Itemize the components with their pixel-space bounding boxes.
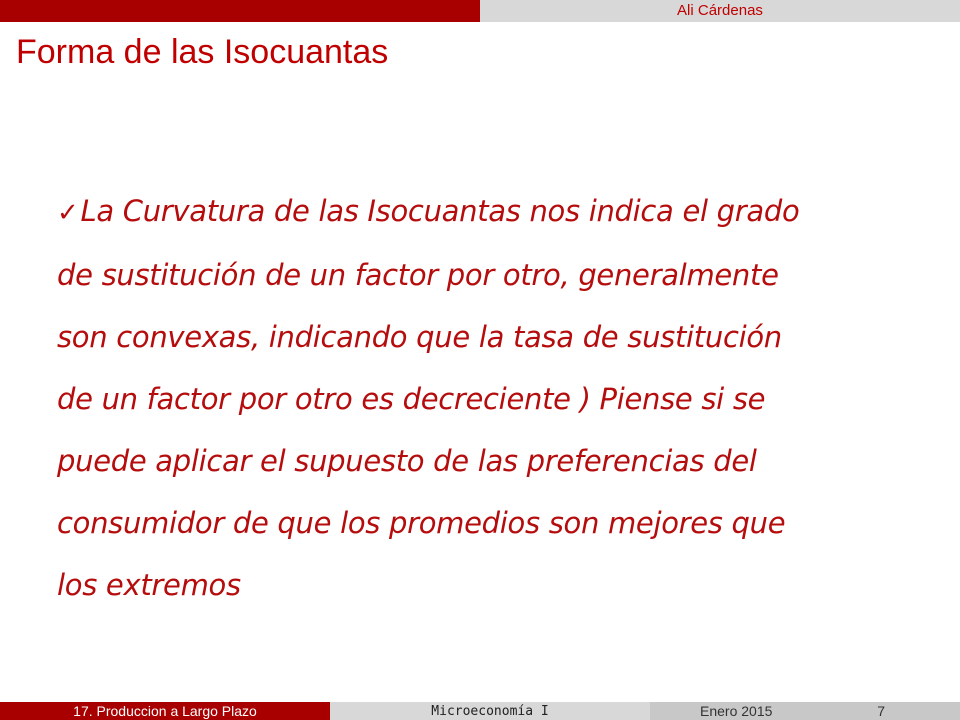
slide-body: [57, 180, 907, 616]
body-line-3: son convexas, indicando que la tasa de sustitución: [57, 320, 782, 354]
top-bar-accent: [0, 0, 480, 22]
body-line-2: de sustitución de un factor por otro, generalmente: [57, 258, 779, 292]
footer-bar: [0, 702, 960, 720]
footer-section-title: 17. Produccion a Largo Plazo: [0, 702, 330, 720]
top-bar: [0, 0, 960, 22]
checkmark-icon: ✓: [57, 198, 79, 228]
footer-meta: [650, 702, 960, 720]
slide-title: Forma de las Isocuantas: [16, 33, 389, 71]
body-line-1: La Curvatura de las Isocuantas nos indica el grado: [80, 194, 800, 228]
footer-date: Enero 2015: [700, 703, 773, 719]
body-line-4: de un factor por otro es decreciente ) Piense si se: [57, 382, 766, 416]
author-name: Ali Cárdenas: [677, 2, 763, 19]
body-paragraph: [57, 180, 907, 616]
body-line-7: los extremos: [57, 568, 241, 602]
page-number: 7: [877, 703, 885, 719]
body-line-5: puede aplicar el supuesto de las preferencias del: [57, 444, 757, 478]
footer-course-name: Microeconomía I: [330, 702, 650, 720]
body-line-6: consumidor de que los promedios son mejores que: [57, 506, 786, 540]
